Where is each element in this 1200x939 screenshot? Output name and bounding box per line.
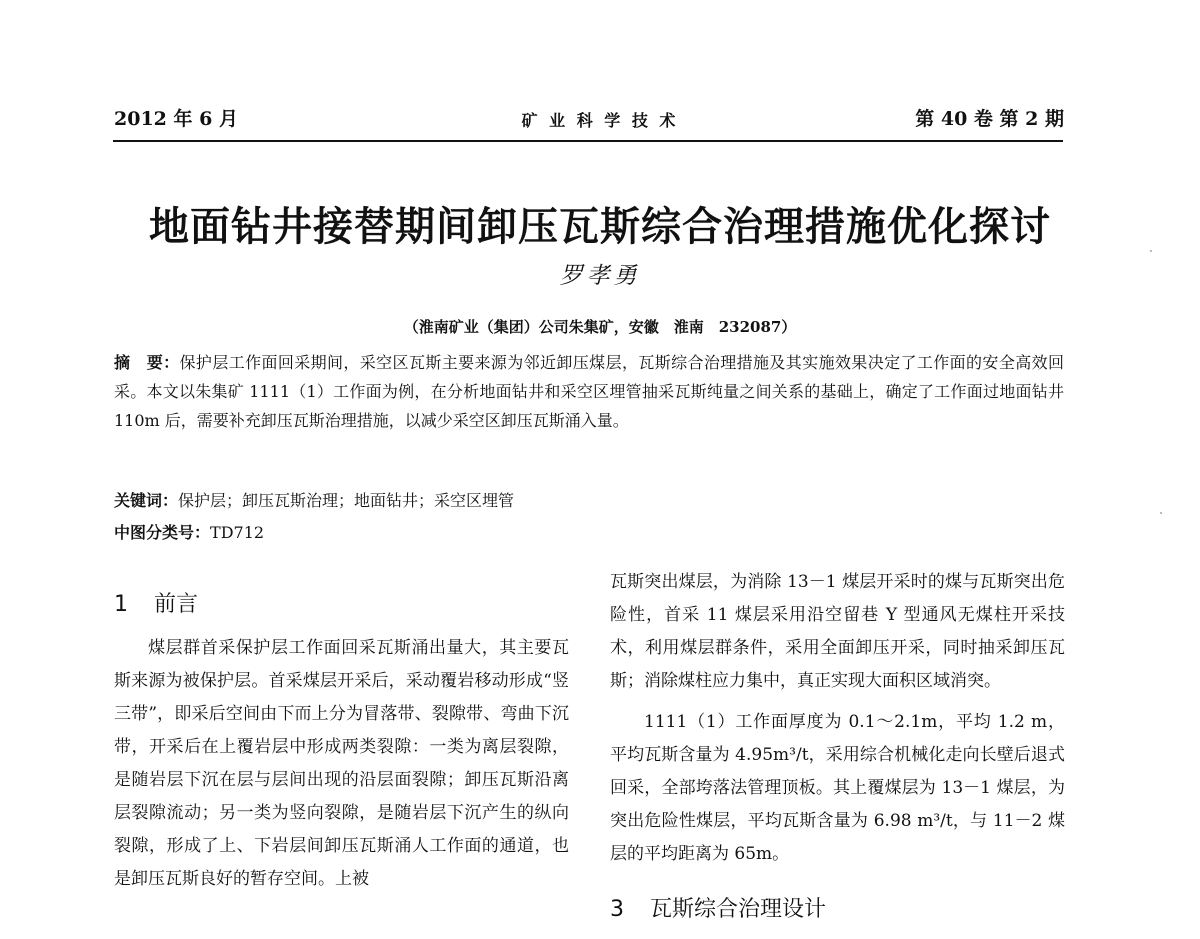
paper-title: 地面钻井接替期间卸压瓦斯综合治理措施优化探讨: [149, 204, 1051, 250]
right-paragraph-continued: 瓦斯突出煤层，为消除 13－1 煤层开采时的煤与瓦斯突出危险性，首采 11 煤层采用沿空留巷 Y 型通风无煤柱开采技术，利用煤层群条件，采用全面卸压开采，同时抽采卸压瓦斯；消除煤柱应力集中，真正实现大面积区域消突。: [610, 572, 1065, 691]
keywords-text: 保护层；卸压瓦斯治理；地面钻井；采空区埋管: [178, 491, 515, 510]
right-paragraph-workface: 1111（1）工作面厚度为 0.1～2.1m，平均 1.2 m，平均瓦斯含量为 4.95m³/t，采用综合机械化走向长壁后退式回采，全部垮落法管理顶板。其上覆煤层为 13－1 煤层，为突出危险性煤层，平均瓦斯含量为 6.98 m³/t，与 11－2 煤层的平均距离为 65m。: [610, 712, 1065, 864]
section-1-number: 1: [114, 592, 128, 617]
running-header-date: 2012 年 6 月: [114, 108, 238, 130]
keywords-label: 关键词：: [114, 491, 179, 510]
scan-speck: [1150, 250, 1152, 252]
section-3-title: 瓦斯综合治理设计: [650, 897, 827, 922]
section-1-paragraph: 煤层群首采保护层工作面回采瓦斯涌出量大，其主要瓦斯来源为被保护层。首采煤层开采后，采动覆岩移动形成“竖三带”，即采后空间由下而上分为冒落带、裂隙带、弯曲下沉带，开采后在上覆岩层中形成两类裂隙：一类为离层裂隙，是随岩层下沉在层与层间出现的沿层面裂隙；卸压瓦斯沿离层裂隙流动；另一类为竖向裂隙，是随岩层下沉产生的纵向裂隙，形成了上、下岩层间卸压瓦斯涌人工作面的通道，也是卸压瓦斯良好的暂存空间。上被: [114, 638, 569, 889]
keywords: [114, 488, 1064, 511]
section-1-heading: [114, 588, 569, 622]
running-header-journal: 矿 业 科 学 技 术: [521, 111, 679, 130]
right-column: [610, 566, 1065, 937]
section-3-number: 3: [610, 897, 624, 922]
classification-label: 中图分类号：: [114, 523, 211, 542]
abstract: [114, 348, 1064, 435]
scan-speck: [1160, 512, 1162, 514]
paper-affiliation: （淮南矿业（集团）公司朱集矿，安徽 淮南 232087）: [403, 318, 797, 336]
abstract-label: 摘 要：: [114, 353, 180, 372]
running-header-issue: 第 40 卷 第 2 期: [915, 108, 1064, 130]
header-rule: [113, 140, 1063, 142]
left-column: [114, 566, 569, 896]
section-3-heading: [610, 893, 1065, 927]
paper-author: 罗孝勇: [559, 263, 641, 289]
classification-text: TD712: [210, 523, 265, 542]
classification: [114, 520, 1064, 543]
abstract-text: 保护层工作面回采期间，采空区瓦斯主要来源为邻近卸压煤层，瓦斯综合治理措施及其实施效果决定了工作面的安全高效回采。本文以朱集矿 1111（1）工作面为例，在分析地面钻井和采空区埋管抽采瓦斯纯量之间关系的基础上，确定了工作面过地面钻井 110m 后，需要补充卸压瓦斯治理措施，以减少采空区卸压瓦斯涌入量。: [114, 353, 1064, 430]
section-1-title: 前言: [154, 592, 199, 617]
